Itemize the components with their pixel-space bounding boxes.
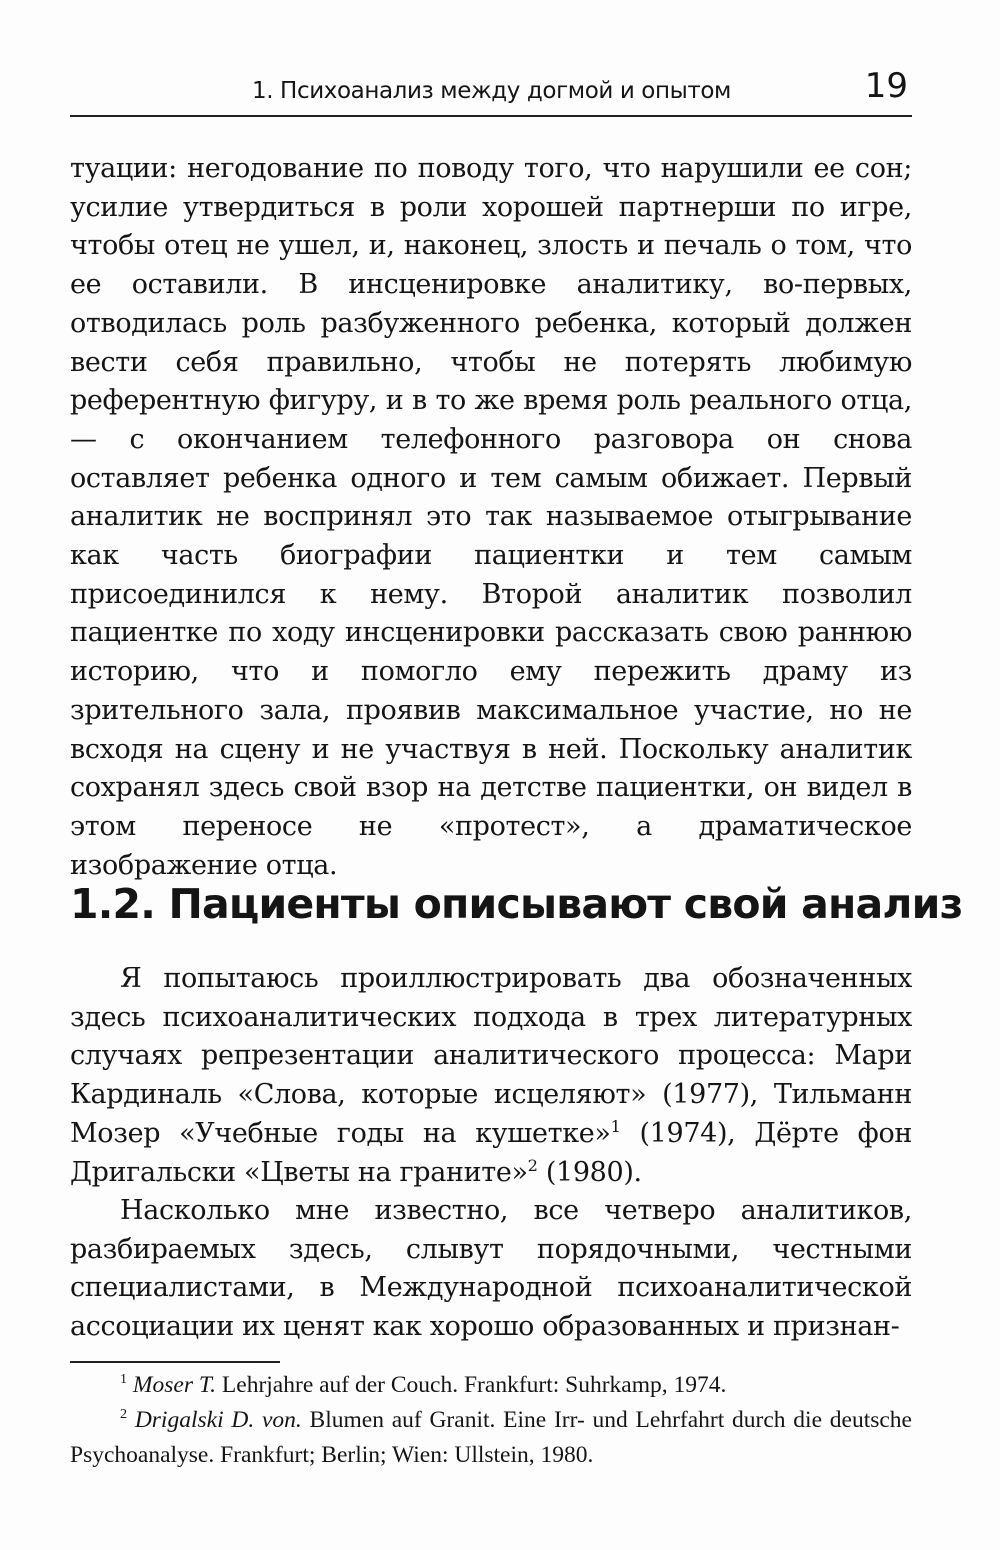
page-number: 19 (864, 66, 908, 106)
paragraph-analysts: Насколько мне известно, все четверо аналитиков, разбираемых здесь, слывут порядочными, честными специалистами, в Международной психоаналитической ассоциации их ценят как хорошо образованных и признан- (70, 1195, 912, 1343)
footnote (70, 1368, 912, 1403)
paragraph-intro (70, 960, 912, 1192)
paragraph-intro-text-2: (1974), Дёрте фон Дригальски «Цветы на граните» (70, 1117, 912, 1188)
paragraph-intro-text: Я попытаюсь проиллюстрировать два обозначенных здесь психоаналитических подхода в трех литературных случаях репрезентации аналитического процесса: Мари Кардиналь «Слова, которые исцеляют» (1977), Тильманн Мозер «Учебные годы на кушетке» (70, 963, 912, 1149)
footnote-author: Drigalski D. von. (134, 1407, 302, 1433)
paragraph-intro-text-3: (1980). (537, 1156, 642, 1188)
footnote-number: 2 (120, 1406, 128, 1423)
footnote (70, 1403, 912, 1473)
footnote-ref-1: 1 (610, 1116, 621, 1136)
running-header (70, 66, 912, 116)
footnote-text: Lehrjahre auf der Couch. Frankfurt: Suhrkamp, 1974. (216, 1372, 727, 1398)
footnote-number: 1 (120, 1371, 128, 1388)
section-heading: 1.2. Пациенты описывают свой анализ (70, 880, 963, 928)
header-rule (70, 115, 912, 117)
footnote-text: Blumen auf Granit. Eine Irr- und Lehrfahrt durch die deutsche Psychoanalyse. Frankfurt; Berlin; Wien: Ullstein, 1980. (70, 1407, 912, 1468)
book-page (70, 0, 963, 1550)
footnote-author: Moser T. (132, 1372, 217, 1398)
paragraph-continued: туации: негодование по поводу того, что нарушили ее сон; усилие утвердиться в роли хорошей партнерши по игре, чтобы отец не ушел, и, наконец, злость и печаль о том, что ее оставили. В инсценировке аналитику, во-первых, отводилась роль разбуженного ребенка, который должен вести себя правильно, чтобы не потерять любимую референтную фигуру, и в то же время роль реального отца, — с окончанием телефонного разговора он снова оставляет ребенка одного и тем самым обижает. Первый аналитик не воспринял это так называемое отыгрывание как часть биографии пациентки и тем самым присоединился к нему. Второй аналитик позволил пациентке по ходу инсценировки рассказать свою раннюю историю, что и помогло ему пережить драму из зрительного зала, проявив максимальное участие, но не всходя на сцену и не участвуя в ней. Поскольку аналитик сохранял здесь свой взор на детстве пациентки, он видел в этом переносе не «протест», а драматическое изображение отца. (70, 153, 912, 881)
running-title: 1. Психоанализ между догмой и опытом (252, 78, 731, 104)
footnote-rule (70, 1361, 280, 1363)
footnotes (70, 1368, 912, 1473)
footnote-ref-2: 2 (527, 1155, 538, 1175)
